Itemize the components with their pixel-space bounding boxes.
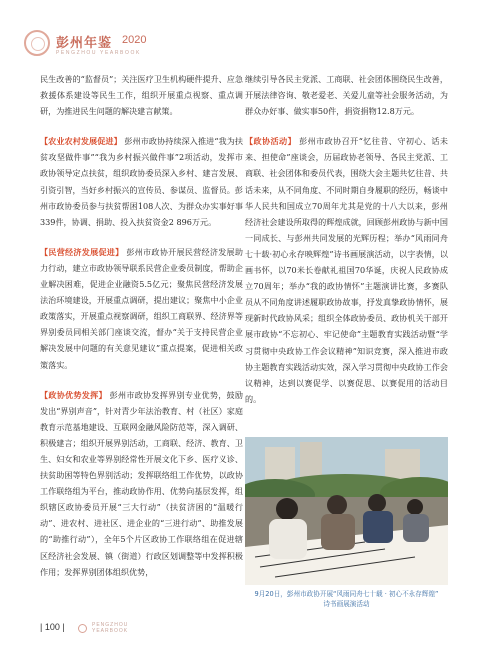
header-year: 2020 <box>122 34 147 46</box>
footer-logo-icon <box>78 624 87 633</box>
left-paragraph-1: 民生改善的“监督员”；关注医疗卫生机构硬件提升、应急救援体系建设等民生工作，组织开展重点视察、重点调研，为推进民生问题的解决建言献策。 <box>40 74 243 117</box>
photo-caption <box>245 589 448 609</box>
left-column <box>40 71 243 580</box>
page-number: | 100 | <box>40 622 65 632</box>
page-footer <box>40 622 460 636</box>
section-tag-cppcc-activities: 【政协活动】 <box>245 136 297 147</box>
left-paragraph-4-text: 彭州市政协发挥界别专业优势，鼓励发出“界别声音”，针对青少年法治教育、村（社区）家庭教育示范基地建设、互联网金融风险防范等，深入调研、积极建言；组织开展界别活动，工商联、经济、教育、卫生、妇女和农业等界别经常性开展文化下乡、医疗义诊、扶贫助困等特色界别活动；发挥联络组工作优势，以政协工作联络组为平台，推动政协作用、优势向基层发挥，组织辖区政协委员开展“三大行动”（扶贫济困的“温暖行动”、进农村、进社区、进企业的“三进行动”、助推发展的“助推行动”），全年5个片区政协工作联络组在促进辖区经济社会发展、镇（街道）行政区划调整等中发挥积极作用；发挥界别团体组织优势， <box>40 389 243 577</box>
footer-brand-line-2: YEARBOOK <box>92 628 129 634</box>
calligraphy-event-photo-image <box>245 437 448 585</box>
right-paragraph-2 <box>245 133 448 407</box>
header-subtitle: PENGZHOU YEARBOOK <box>56 50 141 56</box>
left-paragraph-2-text: 彭州市政协持续深入推进“我为扶贫攻坚做件事”“我为乡村振兴做件事”2项活动，发挥市政协领导定点扶贫，组织政协委员深入乡村、建言发展、引资引智，当好乡村振兴的宣传员、参谋员、监督员。彭州市政协委员参与扶贫帮困108人次、为群众办实事好事339件，协调、捐助、投入扶贫资金2 896万元。 <box>40 136 243 227</box>
yearbook-logo-icon <box>24 30 50 56</box>
left-paragraph-4 <box>40 387 243 580</box>
photo-caption-line-1: 9月20日，彭州市政协开展“风雨同舟七十载 · 初心不永存辉煌” <box>254 590 439 598</box>
right-paragraph-1: 继续引导各民主党派、工商联、社会团体围绕民生改善，开展法律咨询、敬老爱老、关爱儿童等社会服务活动，为群众办好事、做实事50件，捐资捐物12.8万元。 <box>245 74 448 117</box>
left-paragraph-3-text: 彭州市政协开展民营经济发展助力行动，建立市政协领导联系民营企业委员制度，帮助企业解决困难，促进企业融资5.5亿元；聚焦民营经济发展法治环境建设，开展重点调研，提出建议；聚焦中小企业政策落实，开展重点视察调研，组织工商联界、经济界等界别委员同相关部门座谈交流，督办“关于支持民营企业解决发展中问题的有关意见建议”重点提案，促进相关政策落实。 <box>40 246 243 370</box>
footer-brand-line-1: PENGZHOU <box>92 622 129 628</box>
section-tag-cppcc-advantage: 【政协优势发挥】 <box>40 389 107 400</box>
photo-caption-line-2: 诗书画展演活动 <box>323 600 370 608</box>
section-tag-agriculture: 【农业农村发展促进】 <box>40 136 122 147</box>
right-paragraph-2-text: 彭州市政协召开“忆往昔、守初心、话未来、担使命”座谈会，历届政协老领导、各民主党派、工商联、社会团体和委员代表，围绕大会主题共忆往昔、共话未来，从不同角度、不同时期自身履职的经历，畅谈中华人民共和国成立70周年尤其是党的十八大以来，彭州经济社会建设所取得的辉煌成就，回顾彭州政协与新中国一同成长、与彭州共同发展的光辉历程；举办“风雨同舟七十载·初心永存映辉煌”诗书画展演活动，以字表情，以画书怀，以70米长卷献礼祖国70华诞，庆祝人民政协成立70周年；举办“我的政协情怀”主题演讲比赛，多赛队员从不同角度讲述履职政协故事，抒发真挚政协情怀，展现新时代政协风采；组织全体政协委员、政协机关干部开展市政协“不忘初心、牢记使命”主题教育实践活动暨“学习贯彻中央政协工作会议精神”知识竞赛，深入推进市政协主题教育实践活动实效，深入学习贯彻中央政协工作会议精神，达到以赛促学、以赛促思、以赛促用的活动目的。 <box>245 136 448 404</box>
page-header <box>24 30 454 64</box>
event-photo <box>245 437 448 585</box>
section-tag-private-economy: 【民营经济发展促进】 <box>40 246 124 257</box>
left-paragraph-3 <box>40 244 243 373</box>
header-title: 彭州年鉴 <box>56 36 113 51</box>
left-paragraph-2 <box>40 133 243 230</box>
footer-brand <box>92 622 128 634</box>
right-column <box>245 71 448 407</box>
